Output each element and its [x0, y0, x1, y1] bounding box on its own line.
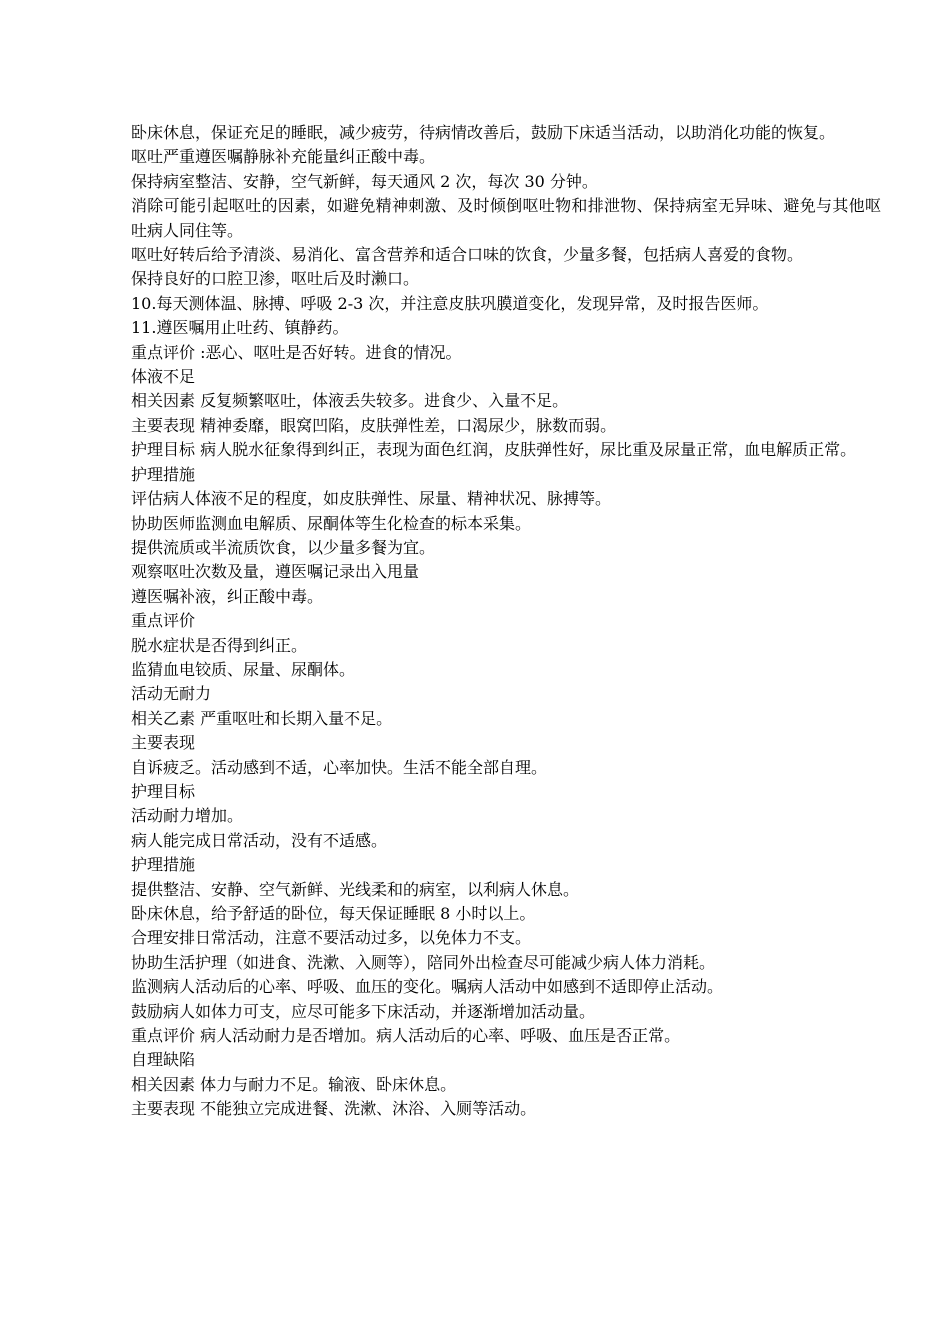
paragraph-line: 主要表现 不能独立完成进餐、洗漱、沐浴、入厕等活动。 — [131, 1099, 537, 1119]
paragraph-line: 消除可能引起呕吐的因素，如避免精神刺激、及时倾倒呕吐物和排泄物、保持病室无异味、避免与其他呕吐病人同住等。 — [131, 196, 881, 240]
paragraph-line: 协助医师监测血电解质、尿酮体等生化检查的标本采集。 — [131, 513, 532, 533]
paragraph-line: 脱水症状是否得到纠正。 — [131, 635, 308, 655]
paragraph-line: 重点评价 :恶心、呕吐是否好转。进食的情况。 — [131, 342, 462, 362]
paragraph-line: 保持病室整洁、安静，空气新鲜，每天通风 2 次，每次 30 分钟。 — [131, 171, 598, 191]
section-heading: 活动无耐力 — [131, 684, 212, 704]
paragraph-line: 相关因素 体力与耐力不足。输液、卧床休息。 — [131, 1074, 457, 1094]
paragraph-line: 活动耐力增加。 — [131, 806, 244, 826]
paragraph-line: 鼓励病人如体力可支，应尽可能多下床活动，并逐渐增加活动量。 — [131, 1001, 596, 1021]
subsection-heading: 护理目标 — [131, 781, 196, 801]
paragraph-line: 提供整洁、安静、空气新鲜、光线柔和的病室，以利病人休息。 — [131, 879, 580, 899]
paragraph-line: 相关乙素 严重呕吐和长期入量不足。 — [131, 708, 393, 728]
paragraph-line: 卧床休息，给予舒适的卧位，每天保证睡眠 8 小时以上。 — [131, 904, 536, 923]
paragraph-line: 提供流质或半流质饮食，以少量多餐为宜。 — [131, 537, 436, 557]
paragraph-line: 合理安排日常活动，注意不要活动过多，以免体力不支。 — [131, 928, 532, 948]
paragraph-line: 观察呕吐次数及量，遵医嘱记录出入甩量 — [131, 562, 420, 582]
document-body — [131, 121, 881, 1122]
section-heading: 体液不足 — [131, 367, 196, 387]
subsection-heading: 重点评价 — [131, 611, 196, 631]
paragraph-line: 遵医嘱补液，纠正酸中毒。 — [131, 586, 324, 606]
paragraph-line: 呕吐严重遵医嘱静脉补充能量纠正酸中毒。 — [131, 147, 436, 167]
paragraph-line: 自诉疲乏。活动感到不适，心率加快。生活不能全部自理。 — [131, 757, 548, 777]
subsection-heading: 护理措施 — [131, 855, 196, 875]
subsection-heading: 主要表现 — [131, 733, 196, 753]
section-heading: 自理缺陷 — [131, 1050, 196, 1070]
paragraph-line: 重点评价 病人活动耐力是否增加。病人活动后的心率、呼吸、血压是否正常。 — [131, 1026, 681, 1046]
paragraph-line: 监猜血电铰质、尿量、尿酮体。 — [131, 659, 356, 679]
paragraph-line: 病人能完成日常活动，没有不适感。 — [131, 830, 388, 850]
paragraph-line: 呕吐好转后给予清淡、易消化、富含营养和适合口味的饮食，少量多餐，包括病人喜爱的食物。 — [131, 245, 804, 265]
paragraph-line: 相关因素 反复频繁呕吐，体液丢失较多。进食少、入量不足。 — [131, 391, 569, 411]
paragraph-line: 监测病人活动后的心率、呼吸、血压的变化。嘱病人活动中如感到不适即停止活动。 — [131, 977, 724, 997]
paragraph-line: 保持良好的口腔卫渗，呕吐后及时濑口。 — [131, 269, 420, 289]
paragraph-line: 11.遵医嘱用止吐药、镇静药。 — [131, 318, 349, 338]
subsection-heading: 护理措施 — [131, 464, 196, 484]
paragraph-line: 护理目标 病人脱水征象得到纠正，表现为面色红润，皮肤弹性好，尿比重及尿量正常，血电解质正常。 — [131, 440, 857, 460]
paragraph-line: 协助生活护理（如进食、洗漱、入厕等），陪同外出检查尽可能减少病人体力消耗。 — [131, 952, 716, 972]
paragraph-line: 卧床休息，保证充足的睡眠，减少疲劳，待病情改善后，鼓励下床适当活动，以助消化功能的恢复。 — [131, 123, 836, 142]
paragraph-line: 评估病人体液不足的程度，如皮肤弹性、尿量、精神状况、脉搏等。 — [131, 489, 612, 509]
paragraph-line: 主要表现 精神委靡，眼窝凹陷，皮肤弹性差，口渴尿少，脉数而弱。 — [131, 415, 617, 435]
paragraph-line: 10.每天测体温、脉搏、呼吸 2-3 次，并注意皮肤巩膜道变化，发现异常，及时报告医师。 — [131, 293, 769, 313]
